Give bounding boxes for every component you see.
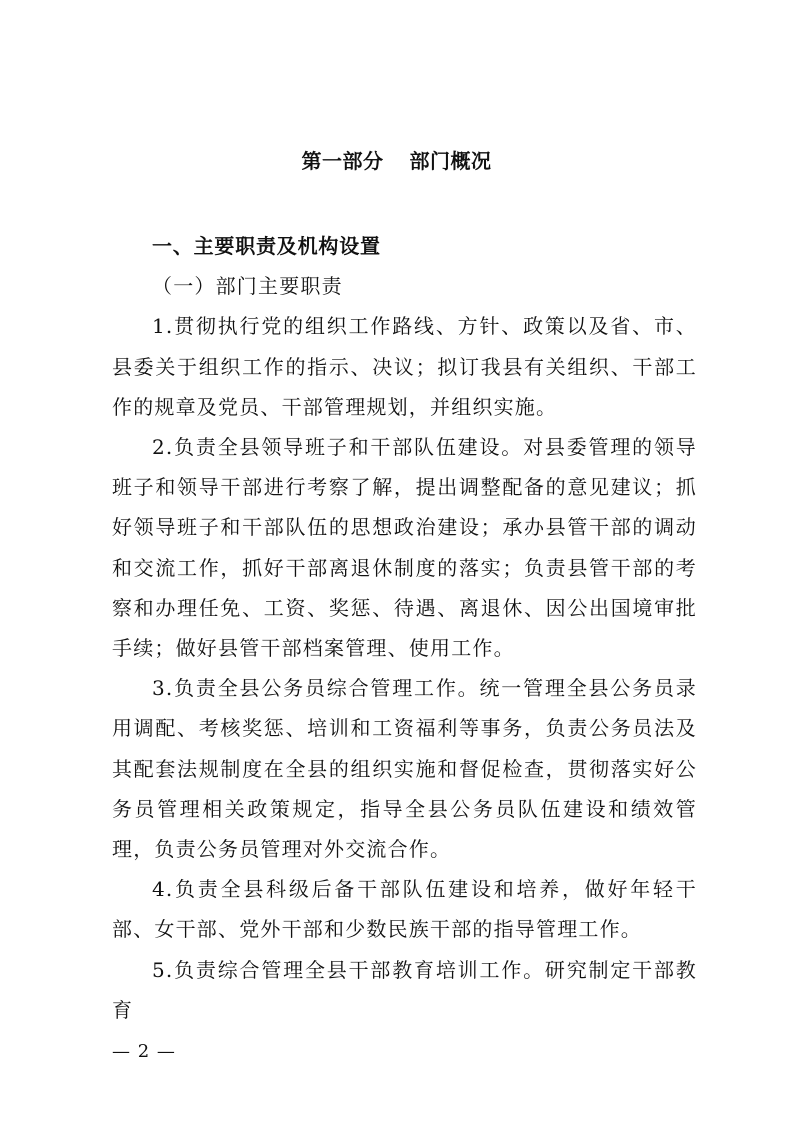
title-part-label: 第一部分 <box>301 149 384 173</box>
paragraph-4: 4.负责全县科级后备干部队伍建设和培养，做好年轻干部、女干部、党外干部和少数民族干部的指导管理工作。 <box>112 877 697 942</box>
section-heading: 一、主要职责及机构设置 <box>152 234 381 258</box>
page-title <box>0 146 793 176</box>
paragraph-2: 2.负责全县领导班子和干部队伍建设。对县委管理的领导班子和领导干部进行考察了解，提出调整配备的意见建议；抓好领导班子和干部队伍的思想政治建设；承办县管干部的调动和交流工作，抓好干部离退休制度的落实；负责县管干部的考察和办理任免、工资、奖惩、待遇、离退休、因公出国境审批手续；做好县管干部档案管理、使用工作。 <box>112 435 697 661</box>
paragraph-1: 1.贯彻执行党的组织工作路线、方针、政策以及省、市、县委关于组织工作的指示、决议；拟订我县有关组织、干部工作的规章及党员、干部管理规划，并组织实施。 <box>112 314 697 419</box>
paragraph-5: 5.负责综合管理全县干部教育培训工作。研究制定干部教育 <box>112 957 697 1022</box>
paragraph-3: 3.负责全县公务员综合管理工作。统一管理全县公务员录用调配、考核奖惩、培训和工资福利等事务，负责公务员法及其配套法规制度在全县的组织实施和督促检查，贯彻落实好公务员管理相关政策规定，指导全县公务员队伍建设和绩效管理，负责公务员管理对外交流合作。 <box>112 676 697 862</box>
page-number: — 2 — <box>112 1041 176 1062</box>
title-text: 部门概况 <box>409 149 492 173</box>
document-body <box>112 226 697 1030</box>
subsection-heading: （一）部门主要职责 <box>152 274 343 299</box>
